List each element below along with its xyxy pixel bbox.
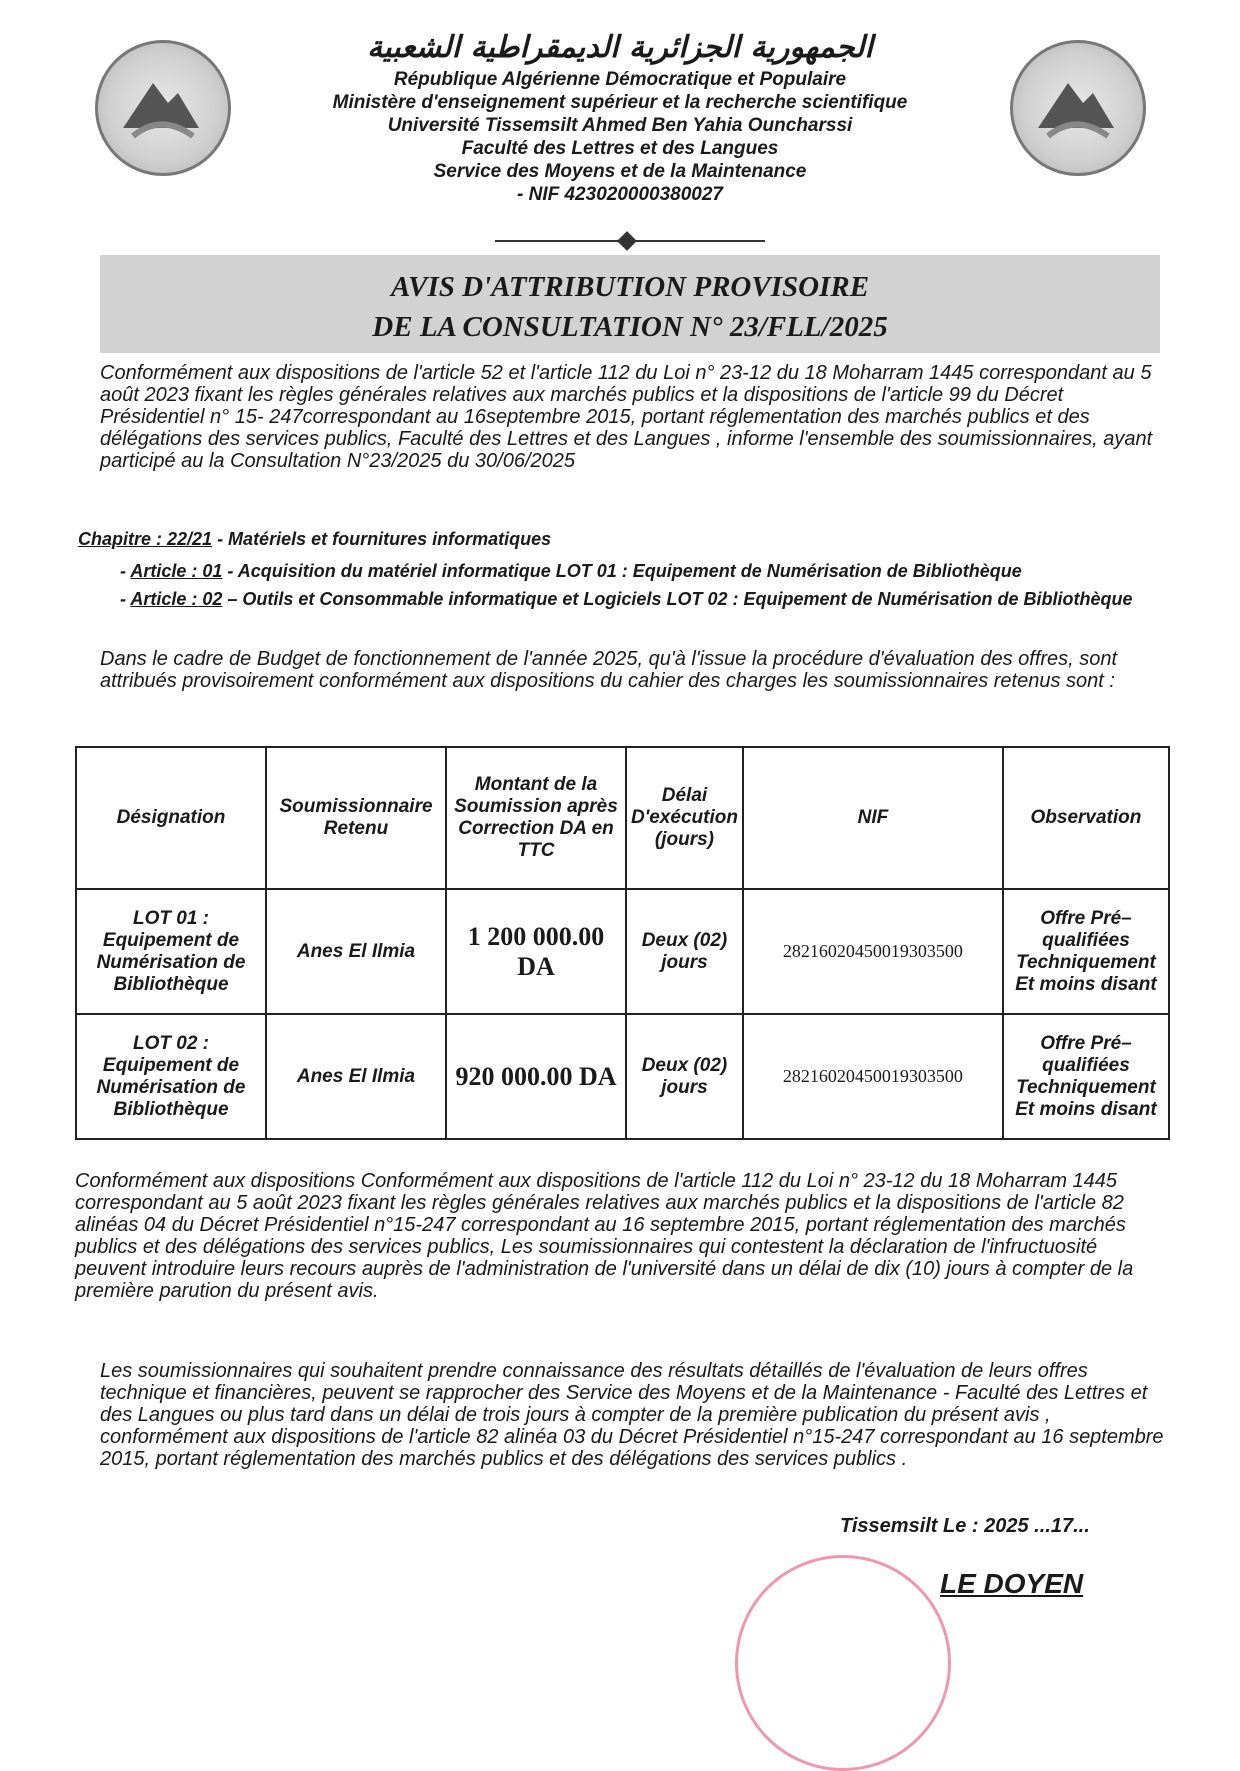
arabic-heading: الجمهورية الجزائرية الديمقراطية الشعبية [367,30,873,65]
budget-paragraph: Dans le cadre de Budget de fonctionnement de l'année 2025, qu'à l'issue la procédure d'évaluation des offres, sont attribués provisoirement conformément aux dispositions du cahier des charges les soumissionnaires retenus sont : [100,648,1118,692]
university-logo [95,40,231,176]
article-2: - Article : 02 – Outils et Consommable informatique et Logiciels LOT 02 : Equipement de Numérisation de Bibliothèque [120,589,1133,609]
header-line: République Algérienne Démocratique et Populaire [393,69,847,90]
university-logo [1010,40,1146,176]
intro-paragraph: Conformément aux dispositions de l'article 52 et l'article 112 du Loi n° 23-12 du 18 Moharram 1445 correspondant au 5 août 2023 fixant les règles générales relatives aux marchés publics et la dispositions de l'article 99 du Décret Présidentiel n° 15- 247correspondant au 16septembre 2015, portant réglementation des marchés publics et des délégations des services publics, Faculté des Lettres et des Langues , informe l'ensemble des soumissionnaires, ayant participé au la Consultation N°23/2025 du 30/06/2025 [100,362,1153,472]
chapitre: Chapitre : 22/21 - Matériels et fournitures informatiques [78,529,552,549]
attribution-table [75,746,1170,1140]
signatory-title: LE DOYEN [940,1568,1084,1599]
col-header: Désignation [76,747,266,889]
col-header: Montant de la Soumission après Correction DA en TTC [446,747,626,889]
title-line: AVIS D'ATTRIBUTION PROVISOIRE [390,271,870,303]
divider [495,240,765,242]
table-row: LOT 02 : Equipement de Numérisation de Bibliothèque Anes El Ilmia 920 000.00 DA Deux (02) jours 28216020450019303500 Offre Pré–qualifiées Techniquement Et moins disant [76,1014,1169,1139]
header-line: Ministère d'enseignement supérieur et la recherche scientifique [332,92,908,113]
official-stamp [735,1555,951,1771]
signature-date: Tissemsilt Le : 2025 ...17... [840,1515,1090,1537]
resultats-paragraph: Les soumissionnaires qui souhaitent prendre connaissance des résultats détaillés de l'évaluation de leurs offres technique et financières, peuvent se rapprocher des Service des Moyens et de la Maintenance - Faculté des Lettres et des Langues ou plus tard dans un délai de trois jours à compter de la première publication du présent avis , conformément aux dispositions de l'article 82 alinéa 03 du Décret Présidentiel n°15-247 correspondant au 16 septembre 2015, portant réglementation des marchés publics et des délégations des services publics . [100,1360,1164,1470]
col-header: Délai D'exécution (jours) [626,747,743,889]
letterhead [250,28,990,206]
table-row: LOT 01 : Equipement de Numérisation de Bibliothèque Anes El Ilmia 1 200 000.00 DA Deux (02) jours 28216020450019303500 Offre Pré–qualifiées Techniquement Et moins disant [76,889,1169,1014]
title-banner [100,255,1160,353]
header-line: Faculté des Lettres et des Langues [461,138,779,159]
header-line: - NIF 423020000380027 [517,184,723,205]
title-line: DE LA CONSULTATION N° 23/FLL/2025 [372,311,888,343]
article-1: - Article : 01 - Acquisition du matériel informatique LOT 01 : Equipement de Numérisation de Bibliothèque [120,561,1022,581]
col-header: NIF [743,747,1003,889]
recours-paragraph: Conformément aux dispositions Conformément aux dispositions de l'article 112 du Loi n° 23-12 du 18 Moharram 1445 correspondant au 5 août 2023 fixant les règles générales relatives aux marchés publics et la dispositions de l'article 82 alinéas 04 du Décret Présidentiel n°15-247 correspondant au 16 septembre 2015, portant réglementation des marchés publics et des délégations des services publics, Les soumissionnaires qui contestent la déclaration de l'infructuosité peuvent introduire leurs recours auprès de l'administration de l'université dans un délai de dix (10) jours à compter de la première parution du présent avis. [75,1170,1134,1302]
col-header: Soumissionnaire Retenu [266,747,446,889]
header-line: Université Tissemsilt Ahmed Ben Yahia Ouncharssi [387,115,853,136]
col-header: Observation [1003,747,1169,889]
header-line: Service des Moyens et de la Maintenance [433,161,807,182]
